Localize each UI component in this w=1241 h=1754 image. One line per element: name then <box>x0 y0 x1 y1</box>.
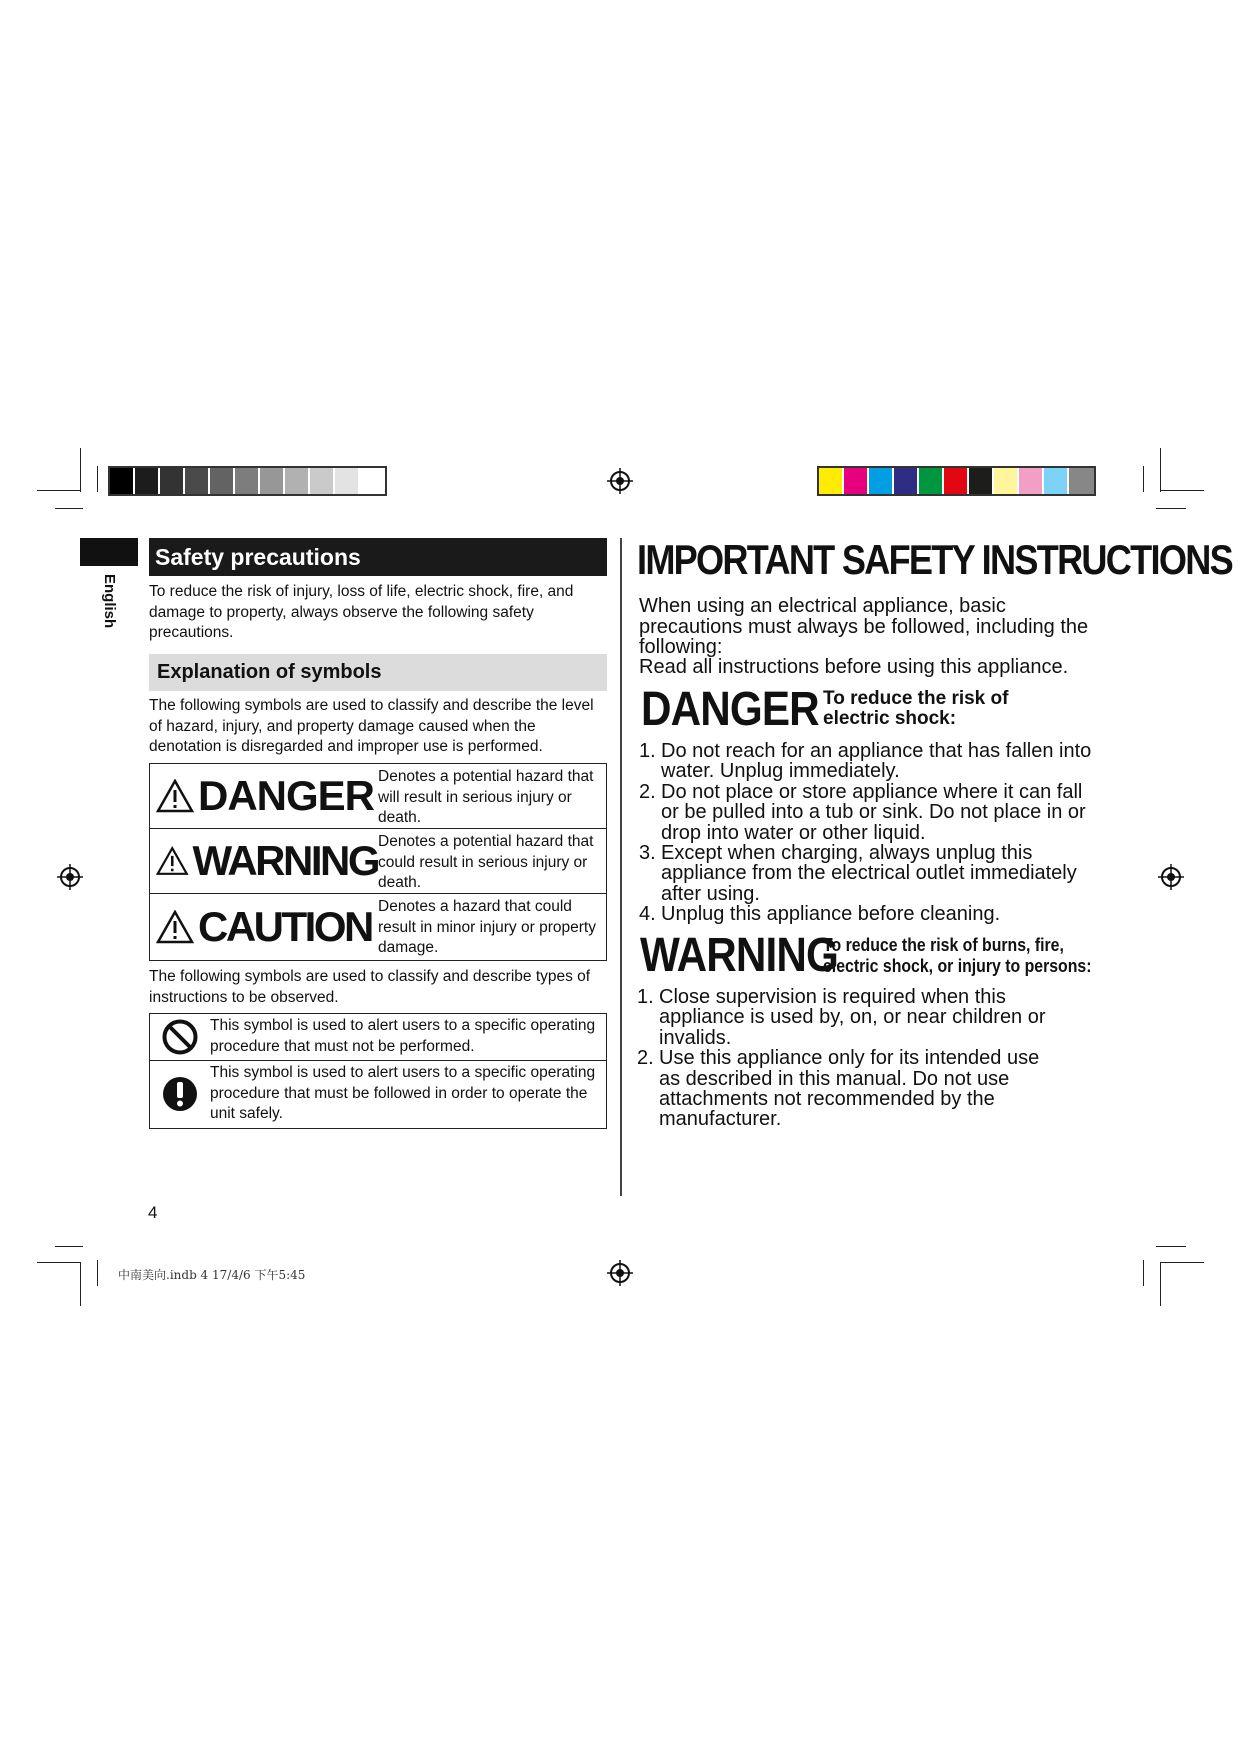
color-swatch <box>969 468 994 494</box>
danger-note: To reduce the risk of electric shock: <box>823 688 1009 729</box>
color-swatch <box>260 468 285 494</box>
language-label: English <box>101 574 118 629</box>
color-swatch <box>185 468 210 494</box>
color-swatch <box>994 468 1019 494</box>
instruction-row-prohibited <box>150 1014 606 1061</box>
color-swatch <box>1019 468 1044 494</box>
column-divider <box>620 538 622 1196</box>
color-swatch <box>310 468 335 494</box>
signal-description: Denotes a potential hazard that will result in serious injury or death. <box>378 768 594 826</box>
types-intro-text: The following symbols are used to classify and describe types of instructions to be observed. <box>149 968 591 1006</box>
registration-mark-icon <box>1158 864 1184 890</box>
warning-heading: WARNING <box>640 929 838 982</box>
list-item-number: 1. <box>639 740 656 762</box>
color-swatch <box>844 468 869 494</box>
signal-row-caution <box>150 894 606 960</box>
signal-word: CAUTION <box>198 903 372 950</box>
list-item-number: 2. <box>639 780 656 803</box>
list-item <box>637 1048 1057 1130</box>
list-item-text: Close supervision is required when this appliance is used by, on, or near children or invalids. <box>659 986 1046 1049</box>
list-item-text: Except when charging, always unplug this appliance from the electrical outlet immediately after using. <box>661 842 1077 905</box>
color-swatch <box>235 468 260 494</box>
danger-heading: DANGER <box>641 683 819 736</box>
signal-word: WARNING <box>192 837 378 884</box>
signal-row-danger <box>150 764 606 829</box>
warning-list <box>637 987 1057 1130</box>
color-swatch <box>360 468 385 494</box>
instruction-description: This symbol is used to alert users to a specific operating procedure that must not be performed. <box>210 1017 596 1055</box>
color-swatch <box>285 468 310 494</box>
warning-note-line2: electric shock, or injury to persons: <box>823 956 1092 976</box>
language-tab <box>80 538 138 566</box>
list-item <box>639 782 1101 843</box>
color-swatch <box>135 468 160 494</box>
registration-mark-icon <box>57 864 83 890</box>
instruction-row-mandatory <box>150 1061 606 1128</box>
warning-note-line1: To reduce the risk of burns, fire, <box>823 935 1064 955</box>
color-swatch <box>819 468 844 494</box>
signal-row-warning <box>150 829 606 894</box>
list-item <box>639 904 1101 924</box>
list-item-number: 1. <box>637 986 654 1008</box>
symbols-intro-text: The following symbols are used to classify and describe the level of hazard, injury, and property damage caused when the denotation is disregarded and improper use is performed. <box>149 697 594 755</box>
grayscale-color-bar <box>108 466 387 496</box>
page-title: IMPORTANT SAFETY INSTRUCTIONS <box>637 536 1232 583</box>
read-all-text: Read all instructions before using this appliance. <box>639 656 1069 678</box>
list-item-text: Do not reach for an appliance that has fallen into water. Unplug immediately. <box>661 740 1092 783</box>
page-number: 4 <box>148 1203 158 1222</box>
registration-mark-icon <box>607 468 633 494</box>
color-swatch <box>894 468 919 494</box>
list-item <box>637 987 1057 1048</box>
signal-word-table <box>149 763 607 961</box>
instruction-symbol-table <box>149 1013 607 1129</box>
registration-mark-icon <box>607 1260 633 1286</box>
danger-list <box>639 741 1101 925</box>
color-swatch <box>210 468 235 494</box>
list-item-text: Use this appliance only for its intended use as described in this manual. Do not use attachments not recommended by the manufacturer. <box>659 1047 1040 1131</box>
list-item <box>639 741 1101 782</box>
right-intro-text: When using an electrical appliance, basic precautions must always be followed, including the following: <box>639 595 1089 658</box>
footer-file-info: 中南美向.indb 4 17/4/6 下午5:45 <box>118 1268 306 1282</box>
color-swatch <box>335 468 360 494</box>
prohibition-icon <box>161 1018 199 1056</box>
subsection-title: Explanation of symbols <box>149 654 607 691</box>
mandatory-exclamation-icon <box>161 1075 199 1113</box>
process-color-bar <box>817 466 1096 496</box>
section-title: Safety precautions <box>149 538 607 576</box>
signal-description: Denotes a potential hazard that could result in serious injury or death. <box>378 833 594 891</box>
signal-description: Denotes a hazard that could result in minor injury or property damage. <box>378 898 596 956</box>
color-swatch <box>944 468 969 494</box>
color-swatch <box>160 468 185 494</box>
color-swatch <box>1044 468 1069 494</box>
color-swatch <box>110 468 135 494</box>
list-item-number: 2. <box>637 1047 654 1070</box>
color-swatch <box>869 468 894 494</box>
instruction-description: This symbol is used to alert users to a specific operating procedure that must be followed in order to operate the unit safely. <box>210 1064 596 1122</box>
intro-text: To reduce the risk of injury, loss of life, electric shock, fire, and damage to property, always observe the following safety precautions. <box>149 583 574 641</box>
list-item-text: Do not place or store appliance where it can fall or be pulled into a tub or sink. Do not place in or drop into water or other liquid. <box>661 780 1086 844</box>
color-swatch <box>919 468 944 494</box>
warning-triangle-icon <box>156 779 194 813</box>
signal-word: DANGER <box>198 772 375 819</box>
list-item <box>639 843 1101 904</box>
list-item-number: 4. <box>639 903 656 926</box>
list-item-text: Unplug this appliance before cleaning. <box>661 903 1001 926</box>
warning-triangle-icon <box>156 910 194 944</box>
warning-triangle-icon <box>156 844 189 878</box>
list-item-number: 3. <box>639 842 656 865</box>
color-swatch <box>1069 468 1094 494</box>
